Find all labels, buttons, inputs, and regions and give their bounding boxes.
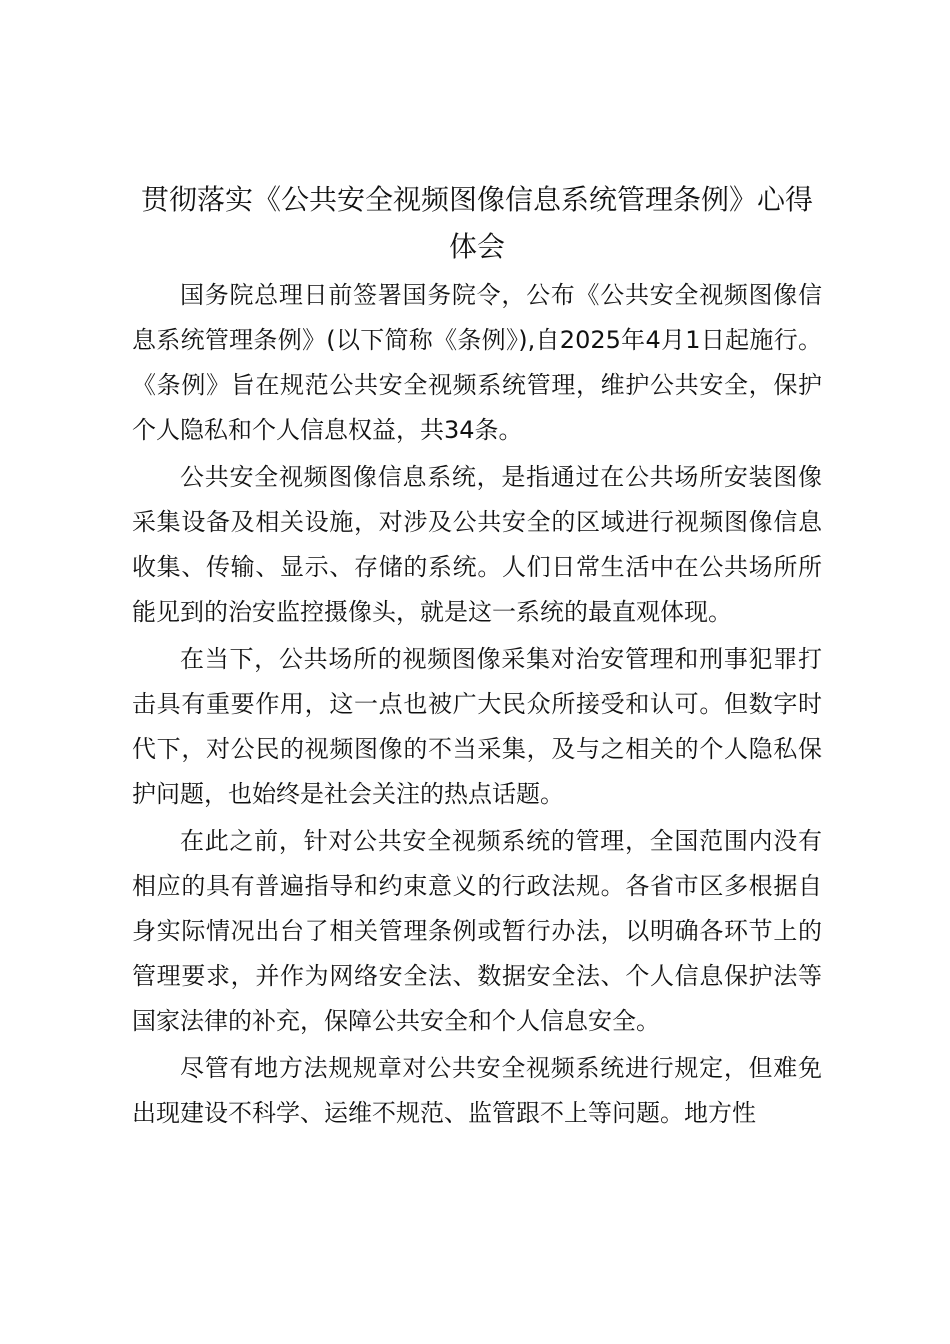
paragraph-5: 尽管有地方法规规章对公共安全视频系统进行规定，但难免出现建设不科学、运维不规范、监管跟不上等问题。地方性 <box>132 1054 822 1127</box>
document-title: 贯彻落实《公共安全视频图像信息系统管理条例》心得体会 <box>140 183 813 263</box>
paragraph-3: 在当下，公共场所的视频图像采集对治安管理和刑事犯罪打击具有重要作用，这一点也被广大民众所接受和认可。但数字时代下，对公民的视频图像的不当采集，及与之相关的个人隐私保护问题，也始终是社会关注的热点话题。 <box>132 645 822 808</box>
paragraph-4: 在此之前，针对公共安全视频系统的管理，全国范围内没有相应的具有普遍指导和约束意义的行政法规。各省市区多根据自身实际情况出台了相关管理条例或暂行办法，以明确各环节上的管理要求，并作为网络安全法、数据安全法、个人信息保护法等国家法律的补充，保障公共安全和个人信息安全。 <box>132 827 822 1035</box>
document-body <box>132 176 822 1136</box>
paragraph-1: 国务院总理日前签署国务院令，公布《公共安全视频图像信息系统管理条例》(以下简称《条例》),自2025年4月1日起施行。《条例》旨在规范公共安全视频系统管理，维护公共安全，保护个人隐私和个人信息权益，共34条。 <box>132 281 822 444</box>
paragraph-2: 公共安全视频图像信息系统，是指通过在公共场所安装图像采集设备及相关设施，对涉及公共安全的区域进行视频图像信息收集、传输、显示、存储的系统。人们日常生活中在公共场所所能见到的治安监控摄像头，就是这一系统的最直观体现。 <box>132 463 822 626</box>
